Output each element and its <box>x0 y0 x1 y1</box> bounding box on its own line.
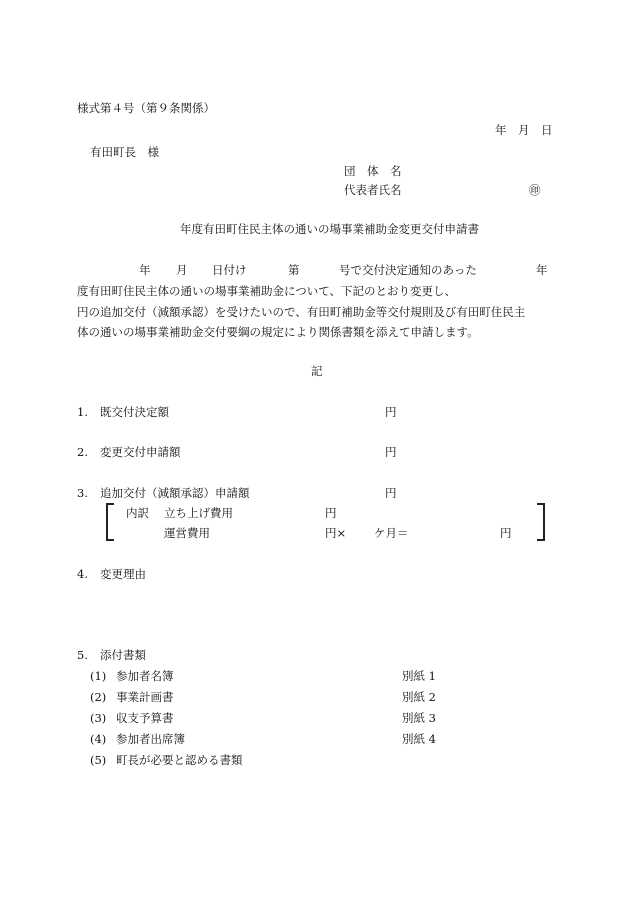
attachment-4-name: 参加者出席簿 <box>116 732 185 746</box>
breakdown-total-unit: 円 <box>500 526 512 540</box>
attachment-2-number: (2) <box>90 690 107 704</box>
body-hizuke: 日付け <box>212 263 247 277</box>
body-line-4: 体の通いの場事業補助金交付要綱の規定により関係書類を添えて申請します。 <box>77 325 479 339</box>
item-3-unit: 円 <box>385 486 397 500</box>
item-2-number: 2. <box>77 445 88 459</box>
breakdown-setup-unit: 円 <box>325 506 337 520</box>
attachment-1-ref: 別紙 1 <box>402 669 436 683</box>
body-tsuki: 月 <box>176 263 188 277</box>
form-number: 様式第４号（第９条関係） <box>77 101 215 115</box>
body-dai: 第 <box>288 263 300 277</box>
breakdown-right-bracket <box>537 503 545 541</box>
item-4-number: 4. <box>77 567 88 581</box>
addressee: 有田町長 様 <box>90 145 159 159</box>
attachment-1-name: 参加者名簿 <box>116 669 174 683</box>
item-2-unit: 円 <box>385 445 397 459</box>
date-line: 年 月 日 <box>495 123 553 137</box>
item-1-unit: 円 <box>385 405 397 419</box>
attachment-3-name: 収支予算書 <box>116 711 174 725</box>
breakdown-months: ケ月＝ <box>374 526 409 540</box>
attachment-5-name: 町長が必要と認める書類 <box>116 753 243 767</box>
representative-label: 代表者氏名 <box>344 183 402 197</box>
body-nen: 年 <box>139 263 151 277</box>
document-title: 年度有田町住民主体の通いの場事業補助金変更交付申請書 <box>180 222 479 236</box>
attachment-3-number: (3) <box>90 711 107 725</box>
item-3-label: 追加交付（減額承認）申請額 <box>100 486 250 500</box>
attachment-5-number: (5) <box>90 753 107 767</box>
attachment-4-ref: 別紙 4 <box>402 732 436 746</box>
attachment-1-number: (1) <box>90 669 107 683</box>
item-4-label: 変更理由 <box>100 567 146 581</box>
item-5-label: 添付書類 <box>100 648 146 662</box>
breakdown-label: 内訳 <box>126 506 149 520</box>
item-1-number: 1. <box>77 405 88 419</box>
body-go: 号で交付決定通知のあった <box>339 263 477 277</box>
breakdown-operating-unit: 円× <box>325 526 347 540</box>
attachment-4-number: (4) <box>90 732 107 746</box>
item-1-label: 既交付決定額 <box>100 405 169 419</box>
attachment-3-ref: 別紙 3 <box>402 711 436 725</box>
item-3-number: 3. <box>77 486 88 500</box>
ki-heading: 記 <box>311 364 323 378</box>
body-line-2: 度有田町住民主体の通いの場事業補助金について、下記のとおり変更し、 <box>77 284 457 298</box>
item-2-label: 変更交付申請額 <box>100 445 181 459</box>
attachment-2-ref: 別紙 2 <box>402 690 436 704</box>
seal-mark: ㊞ <box>529 183 541 197</box>
breakdown-operating-label: 運営費用 <box>164 526 210 540</box>
breakdown-setup-label: 立ち上げ費用 <box>164 506 233 520</box>
body-line-3: 円の追加交付（減額承認）を受けたいので、有田町補助金等交付規則及び有田町住民主 <box>77 305 526 319</box>
body-nen2: 年 <box>536 263 548 277</box>
breakdown-left-bracket <box>106 503 114 541</box>
org-name-label: 団 体 名 <box>344 164 402 178</box>
item-5-number: 5. <box>77 648 88 662</box>
attachment-2-name: 事業計画書 <box>116 690 174 704</box>
